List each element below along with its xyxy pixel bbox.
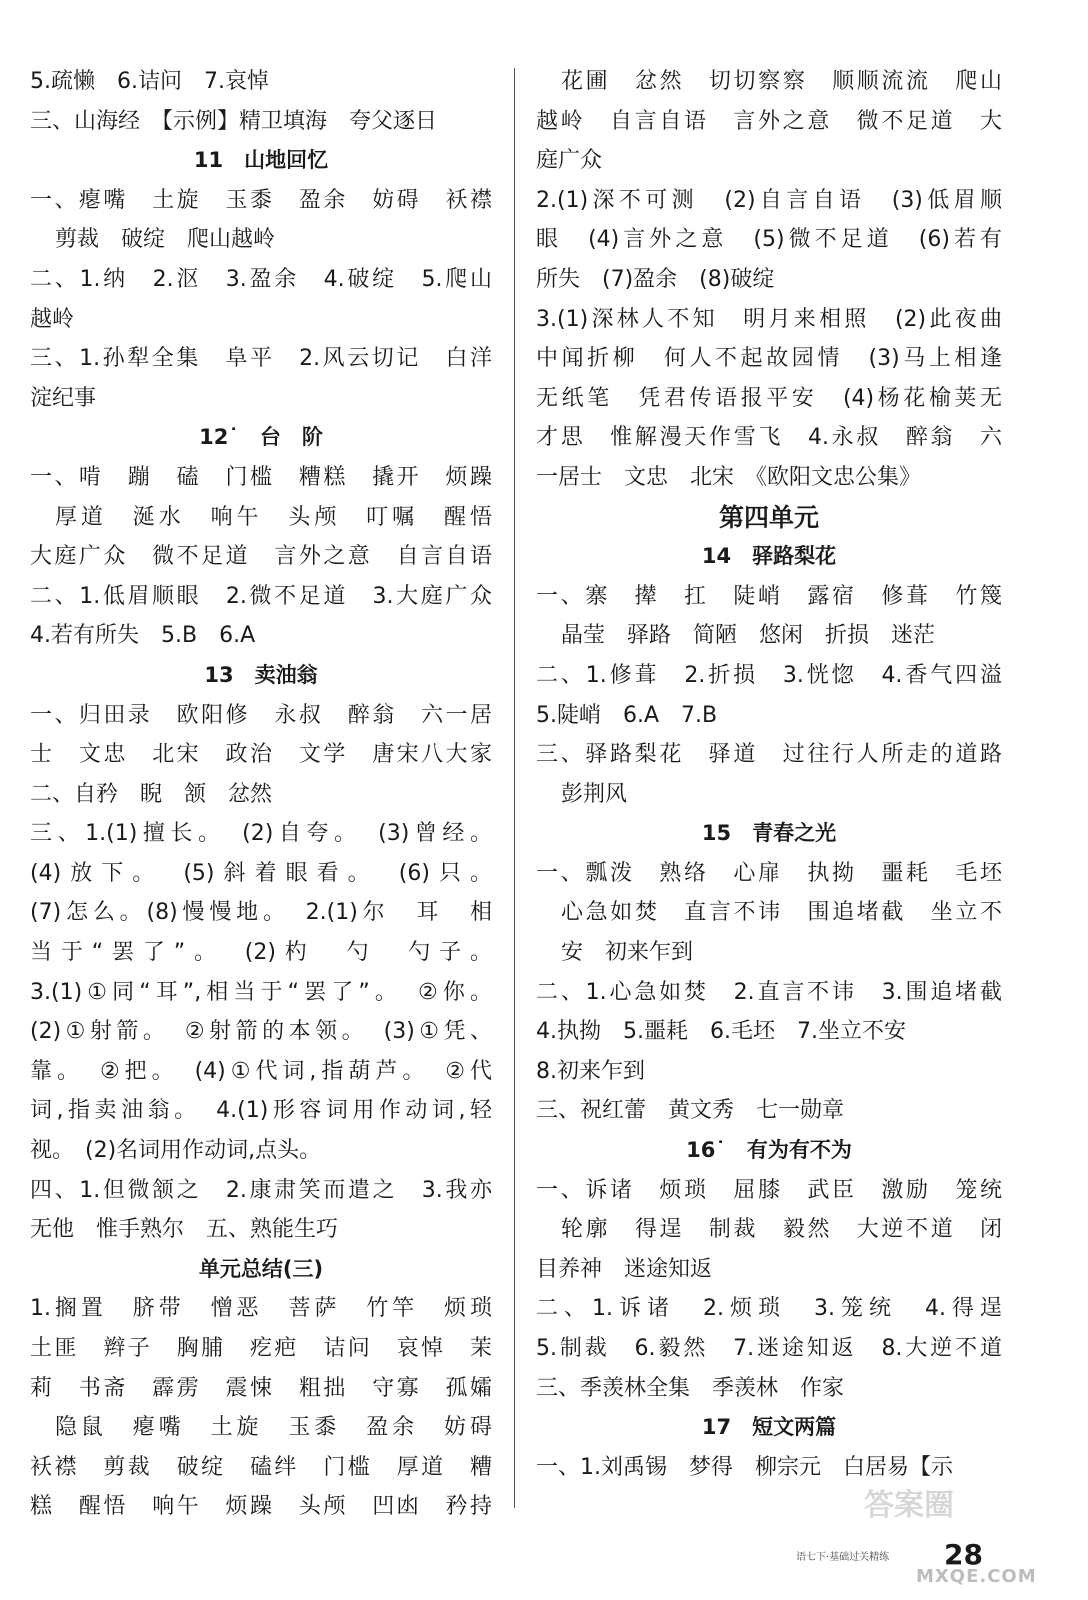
answer-line: 大庭广众 微不足道 言外之意 自言自语: [30, 544, 492, 570]
answer-line: 厚道 涎水 响午 头颅 叮嘱 醒悟: [55, 504, 492, 530]
lesson-heading: 16˙ 有为有不为: [686, 1138, 852, 1163]
answer-line: 三、祝红蕾 黄文秀 七一勋章: [536, 1098, 845, 1124]
answer-line: 眼 (4)言外之意 (5)微不足道 (6)若有: [536, 227, 1002, 253]
answer-line: 安 初来乍到: [561, 940, 694, 966]
lesson-heading: 12˙ 台 阶: [199, 425, 323, 450]
answer-line: 一、瓢泼 熟络 心扉 执拗 噩耗 毛坯: [536, 860, 1002, 886]
answer-line: 中闻折柳 何人不起故园情 (3)马上相逢: [536, 346, 1002, 372]
answer-line: 土匪 辫子 胸脯 疙疤 诘问 哀悼 茉: [30, 1336, 492, 1361]
answer-line: 所失 (7)盈余 (8)破绽: [536, 266, 775, 292]
answer-line: 三、季羡林全集 季羡林 作家: [536, 1375, 845, 1401]
answer-line: 靠。 ②把。 (4)①代词,指葫芦。 ②代: [30, 1058, 492, 1084]
answer-line: 二、1.诉诸 2.烦琐 3.笼统 4.得逞: [536, 1296, 1002, 1322]
answer-line: 一居士 文忠 北宋 《欧阳文忠公集》: [536, 464, 922, 490]
lesson-heading: 11 山地回忆: [193, 148, 329, 173]
page-number: 28: [944, 1538, 983, 1571]
answer-line: 5.疏懒 6.诘问 7.哀悼: [30, 69, 269, 94]
answer-line: 袄襟 剪裁 破绽 磕绊 门槛 厚道 糟: [30, 1454, 492, 1480]
answer-line: 彭荆风: [561, 781, 628, 807]
answer-line: 2.(1)深不可测 (2)自言自语 (3)低眉顺: [536, 187, 1002, 213]
answer-line: 一、诉诸 烦琐 屈膝 武臣 激励 笼统: [536, 1177, 1002, 1203]
answer-line: 5.陡峭 6.A 7.B: [536, 702, 718, 728]
answer-line: 无纸笔 凭君传语报平安 (4)杨花榆荚无: [536, 385, 1002, 411]
answer-line: 一、1.刘禹锡 梦得 柳宗元 白居易【示: [536, 1454, 953, 1480]
answer-line: 5.制裁 6.毅然 7.迷途知返 8.大逆不道: [536, 1336, 1002, 1361]
answer-line: 3.(1)深林人不知 明月来相照 (2)此夜曲: [536, 306, 1002, 332]
answer-line: 一、瘪嘴 土旋 玉黍 盈余 妨碍 袄襟: [30, 187, 492, 213]
answer-line: 一、归田录 欧阳修 永叔 醉翁 六一居: [30, 702, 492, 728]
watermark-logo: 答案圈: [864, 1488, 954, 1523]
answer-line: 晶莹 驿路 简陋 悠闲 折损 迷茫: [561, 623, 936, 649]
answer-line: 三、山海经 【示例】精卫填海 夸父逐日: [30, 108, 438, 134]
answer-line: 无他 惟手熟尔 五、熟能生巧: [30, 1217, 339, 1243]
answer-line: 二、1.心急如焚 2.直言不讳 3.围追堵截: [536, 979, 1002, 1005]
lesson-heading: 17 短文两篇: [701, 1415, 837, 1440]
footer-label: 语七下·基础过关精练: [796, 1552, 890, 1563]
answer-line: 轮廓 得逞 制裁 毅然 大逆不道 闭: [561, 1217, 1002, 1243]
answer-line: 二、1.修葺 2.折损 3.恍惚 4.香气四溢: [536, 662, 1002, 688]
watermark-url: MXQE.COM: [916, 1566, 1037, 1587]
answer-line: 庭广众: [536, 148, 603, 174]
answer-line: 隐鼠 瘪嘴 土旋 玉黍 盈余 妨碍: [55, 1415, 492, 1441]
answer-line: 一、啃 蹦 磕 门槛 糟糕 撬开 烦躁: [30, 464, 492, 490]
answer-line: 花圃 忿然 切切察察 顺顺流流 爬山: [561, 69, 1002, 94]
answer-line: 越岭: [30, 306, 75, 332]
answer-line: 一、寨 撵 扛 陡峭 露宿 修葺 竹篾: [536, 583, 1002, 609]
lesson-heading: 14 驿路梨花: [701, 544, 837, 569]
answer-line: 糕 醒悟 响午 烦躁 头颅 凹凼 矜持: [30, 1494, 492, 1520]
column-divider: [514, 68, 515, 1508]
answer-line: 莉 书斋 霹雳 震悚 粗拙 守寡 孤孀: [30, 1375, 492, 1401]
answer-line: 1.搁置 脐带 憎恶 菩萨 竹竿 烦琐: [30, 1296, 492, 1322]
answer-line: (4)放下。 (5)斜着眼看。 (6)只。: [30, 860, 492, 886]
lesson-heading: 15 青春之光: [701, 821, 837, 846]
answer-line: 四、1.但微颔之 2.康肃笑而遣之 3.我亦: [30, 1177, 492, 1203]
answer-line: 二、1.低眉顺眼 2.微不足道 3.大庭广众: [30, 583, 492, 609]
answer-line: 4.若有所失 5.B 6.A: [30, 623, 256, 649]
answer-line: 淀纪事: [30, 385, 97, 411]
answer-line: 才思 惟解漫天作雪飞 4.永叔 醉翁 六: [536, 425, 1002, 451]
answer-line: 士 文忠 北宋 政治 文学 唐宋八大家: [30, 742, 492, 768]
lesson-heading: 单元总结(三): [198, 1256, 324, 1281]
answer-line: (2)①射箭。 ②射箭的本领。 (3)①凭、: [30, 1019, 492, 1045]
answer-line: 剪裁 破绽 爬山越岭: [55, 227, 276, 253]
answer-line: 三、1.(1)擅长。 (2)自夸。 (3)曾经。: [30, 821, 492, 847]
answer-line: 三、1.孙犁全集 阜平 2.风云切记 白洋: [30, 346, 492, 372]
answer-line: (7)怎么。(8)慢慢地。 2.(1)尔 耳 相: [30, 900, 492, 926]
answer-line: 三、驿路梨花 驿道 过往行人所走的道路: [536, 742, 1002, 768]
lesson-heading: 13 卖油翁: [204, 662, 318, 687]
answer-line: 越岭 自言自语 言外之意 微不足道 大: [536, 108, 1002, 134]
answer-line: 8.初来乍到: [536, 1058, 645, 1084]
answer-line: 二、1.纳 2.沤 3.盈余 4.破绽 5.爬山: [30, 266, 492, 292]
answer-line: 视。 (2)名词用作动词,点头。: [30, 1138, 322, 1164]
answer-line: 3.(1)①同“耳”,相当于“罢了”。 ②你。: [30, 979, 492, 1005]
right-column: [536, 62, 1002, 1487]
answer-line: 词,指卖油翁。 4.(1)形容词用作动词,轻: [30, 1098, 492, 1124]
answer-line: 当于“罢了”。 (2)杓 勺 勺子。: [30, 940, 492, 966]
unit-heading: 第四单元: [718, 502, 819, 532]
answer-line: 4.执拗 5.噩耗 6.毛坯 7.坐立不安: [536, 1019, 906, 1045]
answer-line: 目养神 迷途知返: [536, 1256, 713, 1282]
answer-line: 二、自矜 睨 颔 忿然: [30, 781, 273, 807]
left-column: [30, 62, 492, 1527]
answer-line: 心急如焚 直言不讳 围追堵截 坐立不: [561, 900, 1002, 926]
